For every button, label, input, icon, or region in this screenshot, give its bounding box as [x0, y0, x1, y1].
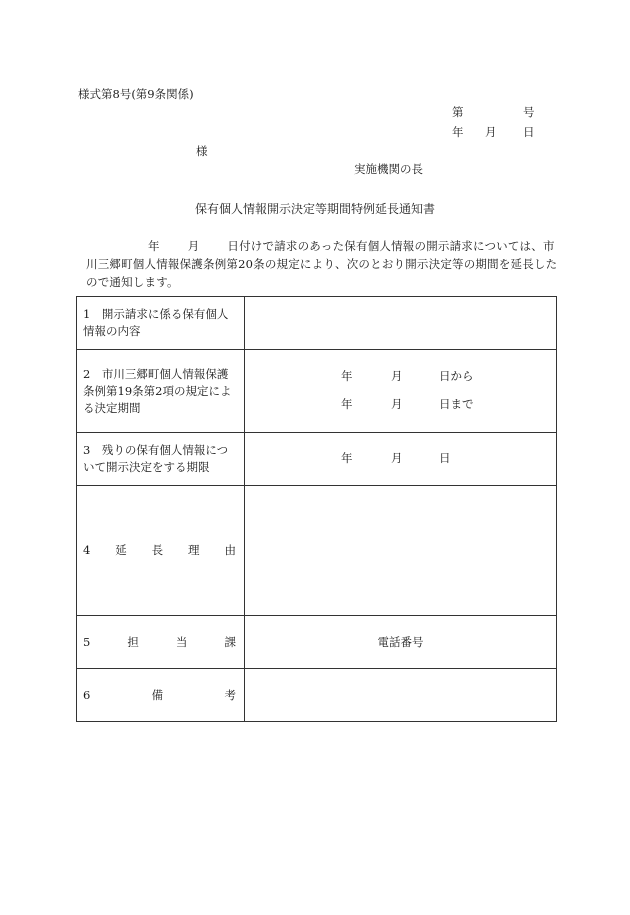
form-number: 様式第8号(第9条関係) [78, 87, 194, 101]
addressee-suffix: 様 [196, 144, 208, 158]
period-to-line: 年 月 日まで [341, 397, 474, 411]
document-number-suffix: 号 [523, 105, 535, 119]
row-label-department: 5 担 当 課 [77, 616, 245, 669]
row-label-remarks: 6 備 考 [77, 669, 245, 722]
phone-number-label: 電話番号 [377, 635, 424, 649]
row-label-remaining-deadline: 3 残りの保有個人情報について開示決定をする期限 [77, 433, 245, 486]
extension-reason-cell [245, 486, 557, 616]
remarks-cell [245, 669, 557, 722]
body-date-year: 年 [148, 239, 160, 253]
document-title: 保有個人情報開示決定等期間特例延長通知書 [194, 202, 435, 216]
table-row [77, 433, 557, 486]
notice-table [76, 296, 557, 722]
table-row [77, 669, 557, 722]
deadline-date-line: 年 月 日 [341, 451, 451, 465]
table-row [77, 297, 557, 350]
period-from-line: 年 月 日から [341, 369, 474, 383]
row-label-decision-period: 2 市川三郷町個人情報保護条例第19条第2項の規定による決定期間 [77, 350, 245, 433]
request-content-cell [245, 297, 557, 350]
decision-period-cell [245, 350, 557, 433]
issue-date-month: 月 [485, 125, 497, 139]
document-number-prefix: 第 [452, 105, 464, 119]
row-label-extension-reason: 4 延 長 理 由 [77, 486, 245, 616]
issue-date-day: 日 [523, 125, 535, 139]
table-row [77, 350, 557, 433]
body-text-rest: 川三郷町個人情報保護条例第20条の規定により、次のとおり開示決定等の期間を延長したので通知します。 [86, 257, 558, 289]
row-label-request-content: 1 開示請求に係る保有個人情報の内容 [77, 297, 245, 350]
remaining-deadline-cell [245, 433, 557, 486]
body-date-month: 月 [187, 239, 200, 253]
table-row [77, 486, 557, 616]
department-cell [245, 616, 557, 669]
table-row [77, 616, 557, 669]
body-text-first-line: 日付けで請求のあった保有個人情報の開示請求については、市 [227, 239, 555, 253]
issuer-title: 実施機関の長 [354, 162, 423, 176]
notice-body [86, 237, 566, 291]
issue-date-year: 年 [452, 125, 464, 139]
